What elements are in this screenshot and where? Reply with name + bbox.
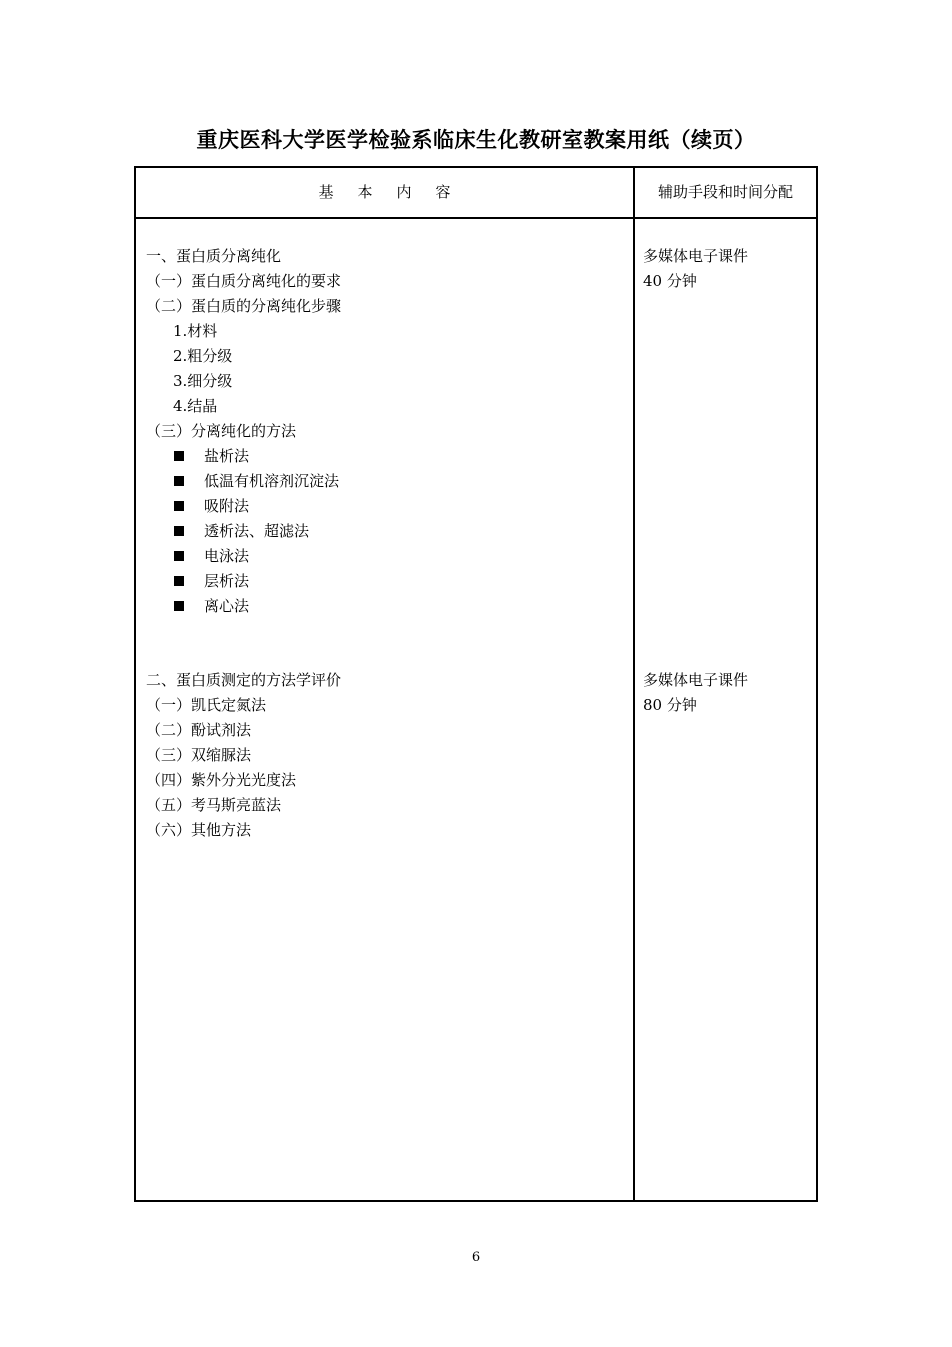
section2-item: （二）酚试剂法: [146, 721, 252, 739]
section1-sub3: （三）分离纯化的方法: [146, 422, 297, 440]
section1-sub1: （一）蛋白质分离纯化的要求: [146, 272, 342, 290]
section1-sub2: （二）蛋白质的分离纯化步骤: [146, 297, 342, 315]
section2-item: （一）凯氏定氮法: [146, 696, 267, 714]
method-item: [174, 596, 249, 616]
method-label: 电泳法: [204, 547, 250, 565]
square-bullet-icon: [174, 551, 184, 561]
section2-time: 80 分钟: [643, 696, 697, 714]
section1-aid: 多媒体电子课件: [643, 247, 749, 265]
header-aids-time: 辅助手段和时间分配: [657, 183, 793, 201]
square-bullet-icon: [174, 601, 184, 611]
section2-item: （五）考马斯亮蓝法: [146, 796, 282, 814]
method-label: 低温有机溶剂沉淀法: [204, 472, 340, 490]
section2-item: （四）紫外分光光度法: [146, 771, 297, 789]
column-divider: [633, 168, 635, 1200]
method-label: 吸附法: [204, 497, 250, 515]
square-bullet-icon: [174, 576, 184, 586]
step-item: 2.粗分级: [173, 347, 233, 365]
method-item: [174, 496, 249, 516]
section1-time: 40 分钟: [643, 272, 697, 290]
header-basic-content: 基本内容: [318, 183, 475, 201]
square-bullet-icon: [174, 451, 184, 461]
square-bullet-icon: [174, 476, 184, 486]
method-item: [174, 521, 309, 541]
method-item: [174, 571, 249, 591]
method-label: 离心法: [204, 597, 250, 615]
method-label: 盐析法: [204, 447, 250, 465]
method-item: [174, 446, 249, 466]
step-item: 1.材料: [173, 322, 218, 340]
section2-heading: 二、蛋白质测定的方法学评价: [146, 671, 342, 689]
page-number: 6: [471, 1250, 481, 1265]
method-label: 层析法: [204, 572, 250, 590]
section2-item: （三）双缩脲法: [146, 746, 252, 764]
method-label: 透析法、超滤法: [204, 522, 310, 540]
method-item: [174, 471, 339, 491]
lesson-plan-table: [134, 166, 818, 1202]
method-item: [174, 546, 249, 566]
section2-aid: 多媒体电子课件: [643, 671, 749, 689]
step-item: 3.细分级: [173, 372, 233, 390]
square-bullet-icon: [174, 501, 184, 511]
step-item: 4.结晶: [173, 397, 218, 415]
header-divider: [136, 217, 816, 219]
square-bullet-icon: [174, 526, 184, 536]
section1-heading: 一、蛋白质分离纯化: [146, 247, 282, 265]
section2-item: （六）其他方法: [146, 821, 252, 839]
page-title: 重庆医科大学医学检验系临床生化教研室教案用纸（续页）: [196, 128, 756, 152]
